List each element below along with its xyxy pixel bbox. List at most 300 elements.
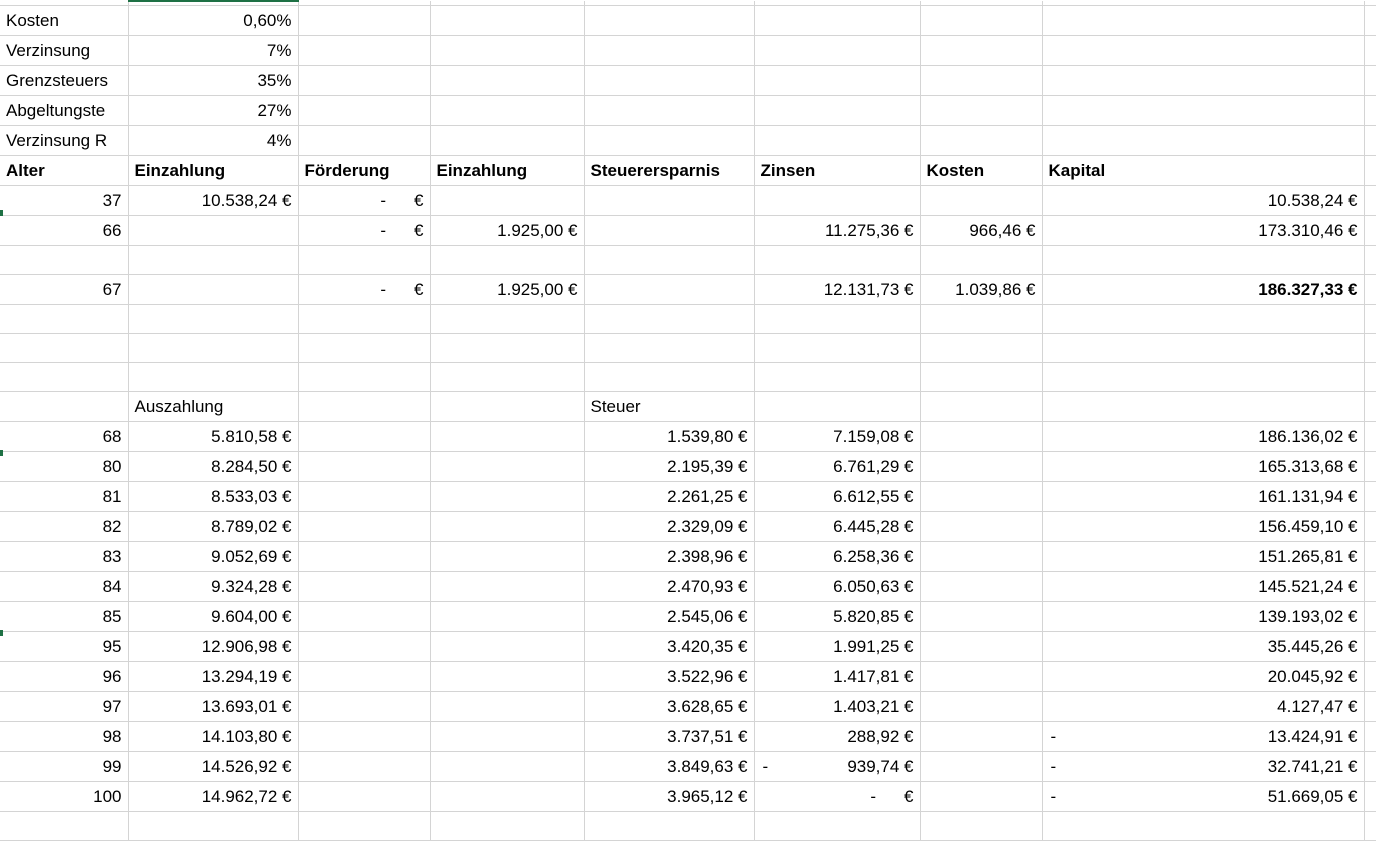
row-selection-marker: [0, 450, 3, 456]
cell[interactable]: [754, 95, 920, 125]
cell[interactable]: [430, 571, 584, 601]
param-label[interactable]: Grenzsteuers: [0, 65, 128, 95]
cell[interactable]: [920, 35, 1042, 65]
zinsen-cell[interactable]: [754, 451, 920, 481]
param-value[interactable]: 4%: [128, 125, 298, 155]
cell[interactable]: [430, 481, 584, 511]
cell[interactable]: [584, 245, 754, 274]
cell[interactable]: [920, 362, 1042, 391]
cell-value: 1.403,21 €: [833, 696, 914, 716]
cell[interactable]: [920, 245, 1042, 274]
kapital-total-cell[interactable]: 186.327,33 €: [1042, 274, 1364, 304]
cell[interactable]: [1364, 5, 1376, 35]
cell[interactable]: [298, 362, 430, 391]
cell[interactable]: [430, 65, 584, 95]
cell[interactable]: [298, 811, 430, 840]
cell[interactable]: [298, 541, 430, 571]
cell[interactable]: [298, 571, 430, 601]
cell[interactable]: [920, 391, 1042, 421]
cell[interactable]: [1364, 95, 1376, 125]
cell[interactable]: [430, 811, 584, 840]
param-label[interactable]: Abgeltungste: [0, 95, 128, 125]
cell[interactable]: [920, 631, 1042, 661]
cell[interactable]: [754, 391, 920, 421]
kapital-cell[interactable]: [1042, 481, 1364, 511]
cell[interactable]: [298, 781, 430, 811]
zinsen-cell[interactable]: [754, 661, 920, 691]
cell[interactable]: [1364, 631, 1376, 661]
cell[interactable]: [298, 601, 430, 631]
steuer-cell[interactable]: 2.329,09 €: [584, 511, 754, 541]
column-header[interactable]: Zinsen: [754, 155, 920, 185]
kapital-cell[interactable]: 10.538,24 €: [1042, 185, 1364, 215]
negative-sign: -: [762, 756, 769, 776]
alter-cell[interactable]: 85: [0, 601, 128, 631]
cell[interactable]: [298, 721, 430, 751]
steuerersparnis-cell[interactable]: [584, 274, 754, 304]
cell[interactable]: [1364, 391, 1376, 421]
cell[interactable]: [1042, 125, 1364, 155]
foerderung-cell[interactable]: [298, 185, 430, 215]
cell[interactable]: [920, 811, 1042, 840]
cell[interactable]: [0, 245, 128, 274]
negative-sign: [761, 422, 763, 451]
zero-dash: -: [870, 786, 877, 806]
kapital-value: [1049, 602, 1358, 631]
zinsen-cell[interactable]: [754, 185, 920, 215]
cell[interactable]: [1364, 541, 1376, 571]
negative-sign: [761, 602, 763, 631]
cell-value: 6.445,28 €: [833, 516, 914, 536]
zinsen-value: [761, 482, 914, 511]
cell[interactable]: [0, 304, 128, 333]
zinsen-value: [761, 722, 914, 751]
cell[interactable]: [430, 35, 584, 65]
currency-symbol: €: [414, 220, 424, 240]
cell[interactable]: [1364, 781, 1376, 811]
cell[interactable]: [298, 481, 430, 511]
cell[interactable]: [298, 245, 430, 274]
negative-sign: [761, 512, 763, 541]
cell[interactable]: [1364, 35, 1376, 65]
column-header[interactable]: Kosten: [920, 155, 1042, 185]
empty-row: [0, 362, 1376, 391]
cell-value: 151.265,81 €: [1258, 546, 1358, 566]
column-header[interactable]: Förderung: [298, 155, 430, 185]
cell[interactable]: [1364, 481, 1376, 511]
cell[interactable]: [1364, 304, 1376, 333]
cell[interactable]: [584, 125, 754, 155]
cell[interactable]: [128, 245, 298, 274]
column-header[interactable]: Einzahlung: [430, 155, 584, 185]
kapital-cell[interactable]: [1042, 691, 1364, 721]
cell[interactable]: [920, 691, 1042, 721]
alter-cell[interactable]: 84: [0, 571, 128, 601]
cell[interactable]: [430, 601, 584, 631]
steuer-header[interactable]: Steuer: [584, 391, 754, 421]
zinsen-value: [761, 782, 914, 811]
einzahlung-cell[interactable]: [128, 215, 298, 245]
cell[interactable]: [1364, 333, 1376, 362]
cell[interactable]: [920, 541, 1042, 571]
cell[interactable]: [920, 421, 1042, 451]
cell[interactable]: [1364, 721, 1376, 751]
cell[interactable]: [1042, 35, 1364, 65]
alter-cell[interactable]: 96: [0, 661, 128, 691]
cell[interactable]: [1042, 95, 1364, 125]
negative-sign: [761, 452, 763, 481]
empty-row: [0, 245, 1376, 274]
cell[interactable]: [298, 691, 430, 721]
cell[interactable]: [754, 362, 920, 391]
cell[interactable]: [1364, 155, 1376, 185]
negative-sign: [761, 482, 763, 511]
cell[interactable]: [0, 391, 128, 421]
cell[interactable]: [754, 125, 920, 155]
zinsen-cell[interactable]: [754, 511, 920, 541]
cell[interactable]: [1364, 274, 1376, 304]
einzahlung-cell[interactable]: [128, 274, 298, 304]
column-header[interactable]: Einzahlung: [128, 155, 298, 185]
cell[interactable]: [430, 781, 584, 811]
cell[interactable]: [430, 421, 584, 451]
cell[interactable]: [0, 333, 128, 362]
cell[interactable]: [584, 5, 754, 35]
param-label[interactable]: Verzinsung: [0, 35, 128, 65]
einzahlung2-cell[interactable]: [430, 185, 584, 215]
zinsen-cell[interactable]: [754, 751, 920, 781]
kapital-cell[interactable]: [1042, 661, 1364, 691]
zinsen-cell[interactable]: [754, 781, 920, 811]
cell[interactable]: [430, 304, 584, 333]
param-row: [0, 65, 1376, 95]
cell[interactable]: [1042, 811, 1364, 840]
cell[interactable]: [430, 5, 584, 35]
cell[interactable]: [920, 481, 1042, 511]
zinsen-cell[interactable]: [754, 481, 920, 511]
auszahlung-cell[interactable]: 8.533,03 €: [128, 481, 298, 511]
kapital-cell[interactable]: [1042, 601, 1364, 631]
zinsen-cell[interactable]: [754, 721, 920, 751]
cell-value: 6.258,36 €: [833, 546, 914, 566]
cell-value: 145.521,24 €: [1258, 576, 1358, 596]
cell[interactable]: [430, 691, 584, 721]
kapital-cell[interactable]: [1042, 511, 1364, 541]
cell[interactable]: [1364, 185, 1376, 215]
kosten-cell[interactable]: [920, 185, 1042, 215]
alter-cell[interactable]: 99: [0, 751, 128, 781]
cell[interactable]: [1364, 65, 1376, 95]
cell-value: 51.669,05 €: [1267, 786, 1358, 806]
param-value[interactable]: 35%: [128, 65, 298, 95]
cell[interactable]: [298, 421, 430, 451]
cell[interactable]: [298, 125, 430, 155]
cell[interactable]: [128, 811, 298, 840]
cell[interactable]: [298, 5, 430, 35]
cell[interactable]: [584, 811, 754, 840]
empty-row: [0, 304, 1376, 333]
cell[interactable]: [1364, 215, 1376, 245]
cell[interactable]: [920, 451, 1042, 481]
cell[interactable]: [298, 391, 430, 421]
kosten-cell[interactable]: 966,46 €: [920, 215, 1042, 245]
cell[interactable]: [1364, 511, 1376, 541]
cell[interactable]: [298, 661, 430, 691]
auszahlung-cell[interactable]: 9.324,28 €: [128, 571, 298, 601]
kapital-cell[interactable]: [1042, 421, 1364, 451]
alter-cell[interactable]: 97: [0, 691, 128, 721]
cell-value: 288,92 €: [847, 726, 914, 746]
cell[interactable]: [298, 304, 430, 333]
cell[interactable]: [430, 511, 584, 541]
cell[interactable]: [0, 362, 128, 391]
cell[interactable]: [1364, 661, 1376, 691]
param-row: [0, 35, 1376, 65]
cell[interactable]: [430, 245, 584, 274]
cell[interactable]: [584, 362, 754, 391]
zinsen-cell[interactable]: [754, 601, 920, 631]
cell[interactable]: [1364, 245, 1376, 274]
alter-cell[interactable]: 81: [0, 481, 128, 511]
kapital-value: [1049, 452, 1358, 481]
cell[interactable]: [430, 95, 584, 125]
cell[interactable]: [128, 362, 298, 391]
cell[interactable]: [128, 304, 298, 333]
auszahlung-cell[interactable]: 14.103,80 €: [128, 721, 298, 751]
steuer-cell[interactable]: 2.470,93 €: [584, 571, 754, 601]
foerderung-cell[interactable]: [298, 274, 430, 304]
cell[interactable]: [920, 125, 1042, 155]
auszahlung-cell[interactable]: 14.962,72 €: [128, 781, 298, 811]
auszahlung-cell[interactable]: 14.526,92 €: [128, 751, 298, 781]
cell[interactable]: [584, 95, 754, 125]
auszahlung-cell[interactable]: 9.052,69 €: [128, 541, 298, 571]
auszahlung-cell[interactable]: 5.810,58 €: [128, 421, 298, 451]
zinsen-cell[interactable]: 11.275,36 €: [754, 215, 920, 245]
cell[interactable]: [754, 811, 920, 840]
param-value[interactable]: 0,60%: [128, 5, 298, 35]
cell[interactable]: [430, 391, 584, 421]
kapital-cell[interactable]: [1042, 781, 1364, 811]
cell[interactable]: [754, 5, 920, 35]
kapital-cell[interactable]: [1042, 451, 1364, 481]
cell[interactable]: [1364, 691, 1376, 721]
cell[interactable]: [298, 751, 430, 781]
cell[interactable]: [584, 65, 754, 95]
alter-cell[interactable]: 95: [0, 631, 128, 661]
cell[interactable]: [1042, 245, 1364, 274]
kapital-cell[interactable]: [1042, 751, 1364, 781]
cell[interactable]: [0, 811, 128, 840]
zero-dash: -: [380, 279, 387, 299]
param-label[interactable]: Verzinsung R: [0, 125, 128, 155]
cell[interactable]: [920, 751, 1042, 781]
cell[interactable]: [298, 451, 430, 481]
cell[interactable]: [754, 333, 920, 362]
cell[interactable]: [584, 333, 754, 362]
zinsen-value: [761, 662, 914, 691]
auszahlung-cell[interactable]: 9.604,00 €: [128, 601, 298, 631]
steuer-cell[interactable]: 2.195,39 €: [584, 451, 754, 481]
einzahlung-cell[interactable]: 10.538,24 €: [128, 185, 298, 215]
cell[interactable]: [920, 661, 1042, 691]
cell[interactable]: [920, 65, 1042, 95]
cell[interactable]: [920, 571, 1042, 601]
alter-cell[interactable]: 67: [0, 274, 128, 304]
empty-row: [0, 333, 1376, 362]
zinsen-cell[interactable]: [754, 541, 920, 571]
negative-sign: -: [1050, 726, 1057, 746]
cell[interactable]: [1042, 304, 1364, 333]
payout-row: [0, 451, 1376, 481]
zinsen-cell[interactable]: [754, 631, 920, 661]
cell[interactable]: [920, 333, 1042, 362]
cell[interactable]: [430, 362, 584, 391]
cell[interactable]: [1364, 751, 1376, 781]
cell[interactable]: [584, 304, 754, 333]
cell[interactable]: [920, 511, 1042, 541]
einzahlung2-cell[interactable]: 1.925,00 €: [430, 215, 584, 245]
alter-cell[interactable]: 98: [0, 721, 128, 751]
cell[interactable]: [1042, 362, 1364, 391]
cell[interactable]: [584, 35, 754, 65]
column-header[interactable]: Kapital: [1042, 155, 1364, 185]
negative-sign: [1049, 602, 1051, 631]
cell[interactable]: [128, 333, 298, 362]
zinsen-cell[interactable]: [754, 571, 920, 601]
steuer-cell[interactable]: 3.522,96 €: [584, 661, 754, 691]
auszahlung-header[interactable]: Auszahlung: [128, 391, 298, 421]
auszahlung-cell[interactable]: 8.789,02 €: [128, 511, 298, 541]
einzahlung2-cell[interactable]: 1.925,00 €: [430, 274, 584, 304]
cell[interactable]: [920, 95, 1042, 125]
cell[interactable]: [1042, 333, 1364, 362]
alter-cell[interactable]: 83: [0, 541, 128, 571]
cell[interactable]: [1364, 362, 1376, 391]
cell[interactable]: [754, 65, 920, 95]
zinsen-cell[interactable]: [754, 421, 920, 451]
negative-sign: [761, 662, 763, 691]
steuer-cell[interactable]: 3.849,63 €: [584, 751, 754, 781]
kapital-cell[interactable]: [1042, 571, 1364, 601]
cell[interactable]: [298, 511, 430, 541]
cell[interactable]: [1042, 391, 1364, 421]
column-header[interactable]: Steuerersparnis: [584, 155, 754, 185]
steuerersparnis-cell[interactable]: [584, 185, 754, 215]
cell[interactable]: [1364, 571, 1376, 601]
cell[interactable]: [1042, 65, 1364, 95]
cell[interactable]: [1364, 811, 1376, 840]
auszahlung-cell[interactable]: 8.284,50 €: [128, 451, 298, 481]
zinsen-value: [761, 572, 914, 601]
payout-row: [0, 721, 1376, 751]
auszahlung-cell[interactable]: 12.906,98 €: [128, 631, 298, 661]
cell[interactable]: [754, 35, 920, 65]
empty-row: [0, 811, 1376, 840]
cell[interactable]: [754, 304, 920, 333]
kapital-cell[interactable]: [1042, 541, 1364, 571]
steuer-cell[interactable]: 2.545,06 €: [584, 601, 754, 631]
steuer-cell[interactable]: 1.539,80 €: [584, 421, 754, 451]
cell-value: 5.820,85 €: [833, 606, 914, 626]
cell-value: 13.424,91 €: [1267, 726, 1358, 746]
cell[interactable]: [920, 5, 1042, 35]
kosten-cell[interactable]: 1.039,86 €: [920, 274, 1042, 304]
alter-cell[interactable]: 100: [0, 781, 128, 811]
cell[interactable]: [920, 304, 1042, 333]
auszahlung-cell[interactable]: 13.693,01 €: [128, 691, 298, 721]
negative-sign: [1049, 422, 1051, 451]
steuer-cell[interactable]: 3.420,35 €: [584, 631, 754, 661]
alter-cell[interactable]: 80: [0, 451, 128, 481]
cell[interactable]: [430, 751, 584, 781]
cell[interactable]: [430, 125, 584, 155]
alter-cell[interactable]: 66: [0, 215, 128, 245]
foerderung-value: [305, 186, 424, 215]
cell[interactable]: [920, 721, 1042, 751]
steuer-cell[interactable]: 3.737,51 €: [584, 721, 754, 751]
cell[interactable]: [298, 333, 430, 362]
cell-value: 7.159,08 €: [833, 426, 914, 446]
cell[interactable]: [430, 631, 584, 661]
negative-sign: [1049, 452, 1051, 481]
cell[interactable]: [298, 95, 430, 125]
cell[interactable]: [430, 661, 584, 691]
column-header[interactable]: Alter: [0, 155, 128, 185]
alter-cell[interactable]: 37: [0, 185, 128, 215]
steuer-cell[interactable]: 2.398,96 €: [584, 541, 754, 571]
cell[interactable]: [298, 35, 430, 65]
param-value[interactable]: 27%: [128, 95, 298, 125]
cell[interactable]: [1364, 421, 1376, 451]
cell[interactable]: [430, 333, 584, 362]
cell[interactable]: [430, 451, 584, 481]
auszahlung-cell[interactable]: 13.294,19 €: [128, 661, 298, 691]
cell[interactable]: [430, 721, 584, 751]
zinsen-value: [761, 632, 914, 661]
kapital-cell[interactable]: [1042, 631, 1364, 661]
cell[interactable]: [920, 601, 1042, 631]
zinsen-value: [761, 602, 914, 631]
payout-row: [0, 691, 1376, 721]
cell[interactable]: [298, 631, 430, 661]
steuer-cell[interactable]: 3.628,65 €: [584, 691, 754, 721]
steuer-cell[interactable]: 2.261,25 €: [584, 481, 754, 511]
cell[interactable]: [920, 781, 1042, 811]
zinsen-cell[interactable]: [754, 691, 920, 721]
param-label[interactable]: Kosten: [0, 5, 128, 35]
cell[interactable]: [1364, 125, 1376, 155]
foerderung-cell[interactable]: [298, 215, 430, 245]
negative-sign: -: [1050, 756, 1057, 776]
alter-cell[interactable]: 68: [0, 421, 128, 451]
cell[interactable]: [1042, 5, 1364, 35]
param-value[interactable]: 7%: [128, 35, 298, 65]
zinsen-cell[interactable]: 12.131,73 €: [754, 274, 920, 304]
cell[interactable]: [430, 541, 584, 571]
kapital-cell[interactable]: [1042, 721, 1364, 751]
payout-row: [0, 751, 1376, 781]
steuerersparnis-cell[interactable]: [584, 215, 754, 245]
alter-cell[interactable]: 82: [0, 511, 128, 541]
kapital-cell[interactable]: 173.310,46 €: [1042, 215, 1364, 245]
steuer-cell[interactable]: 3.965,12 €: [584, 781, 754, 811]
cell[interactable]: [1364, 451, 1376, 481]
cell[interactable]: [754, 245, 920, 274]
payout-row: [0, 571, 1376, 601]
cell[interactable]: [1364, 601, 1376, 631]
cell[interactable]: [298, 65, 430, 95]
